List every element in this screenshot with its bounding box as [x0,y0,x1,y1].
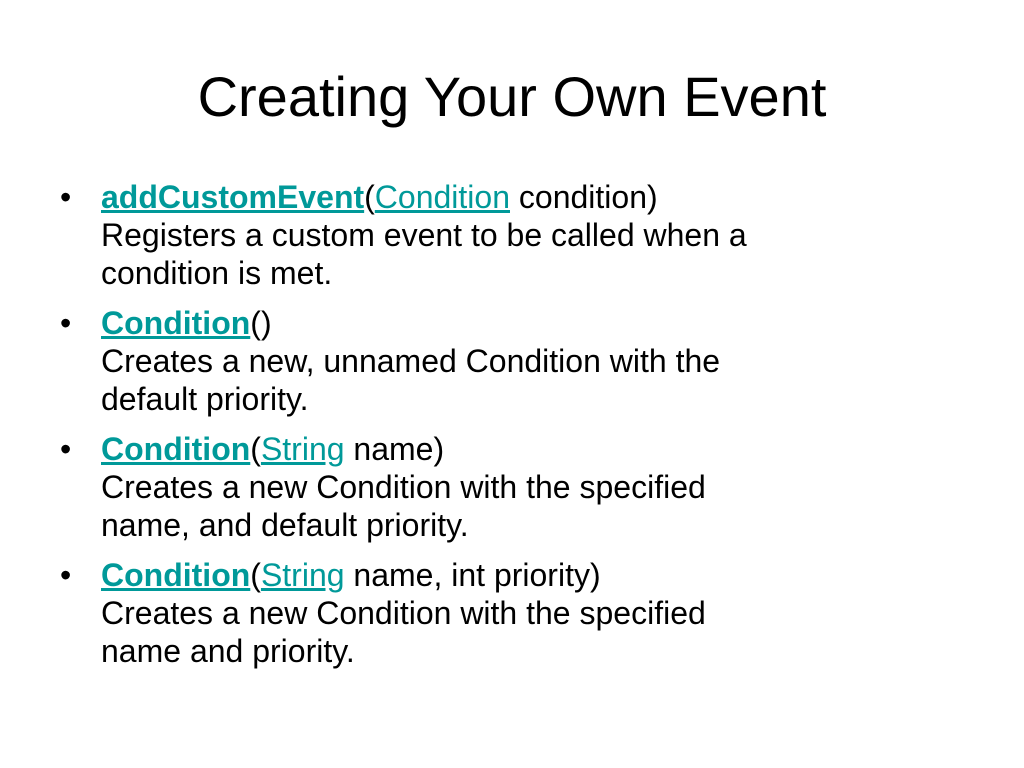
signature-paren: () [250,305,272,341]
bullet-icon: • [60,305,72,341]
list-item [60,304,960,418]
method-description-line: Creates a new Condition with the specified [101,469,706,505]
method-link-condition[interactable]: Condition [101,557,251,593]
param-type-link[interactable]: String [260,557,345,593]
method-link-condition[interactable]: Condition [101,305,251,341]
signature-paren: ( [250,431,261,467]
method-description-line: name, and default priority. [101,507,469,543]
method-signature [101,178,960,216]
method-description-line: condition is met. [101,255,333,291]
list-item [60,556,960,670]
method-link-condition[interactable]: Condition [101,431,251,467]
bullet-icon: • [60,557,72,593]
method-description-line: name and priority. [101,633,355,669]
param-type-link[interactable]: String [260,431,345,467]
signature-paren: ( [250,557,261,593]
method-description-line: default priority. [101,381,309,417]
param-type-link[interactable]: Condition [374,179,510,215]
signature-rest: name, int priority) [344,557,601,593]
bullet-list [60,178,960,682]
method-description-line: Registers a custom event to be called when a [101,217,747,253]
method-description-line: Creates a new, unnamed Condition with the [101,343,721,379]
method-signature [101,556,960,594]
method-signature [101,430,960,468]
bullet-icon: • [60,431,72,467]
method-description-line: Creates a new Condition with the specified [101,595,706,631]
signature-rest: condition) [510,179,658,215]
signature-paren: ( [364,179,375,215]
method-link-add-custom-event[interactable]: addCustomEvent [101,179,365,215]
method-signature [101,304,960,342]
bullet-icon: • [60,179,72,215]
slide-title: Creating Your Own Event [197,65,827,128]
list-item [60,178,960,292]
signature-rest: name) [344,431,445,467]
list-item [60,430,960,544]
